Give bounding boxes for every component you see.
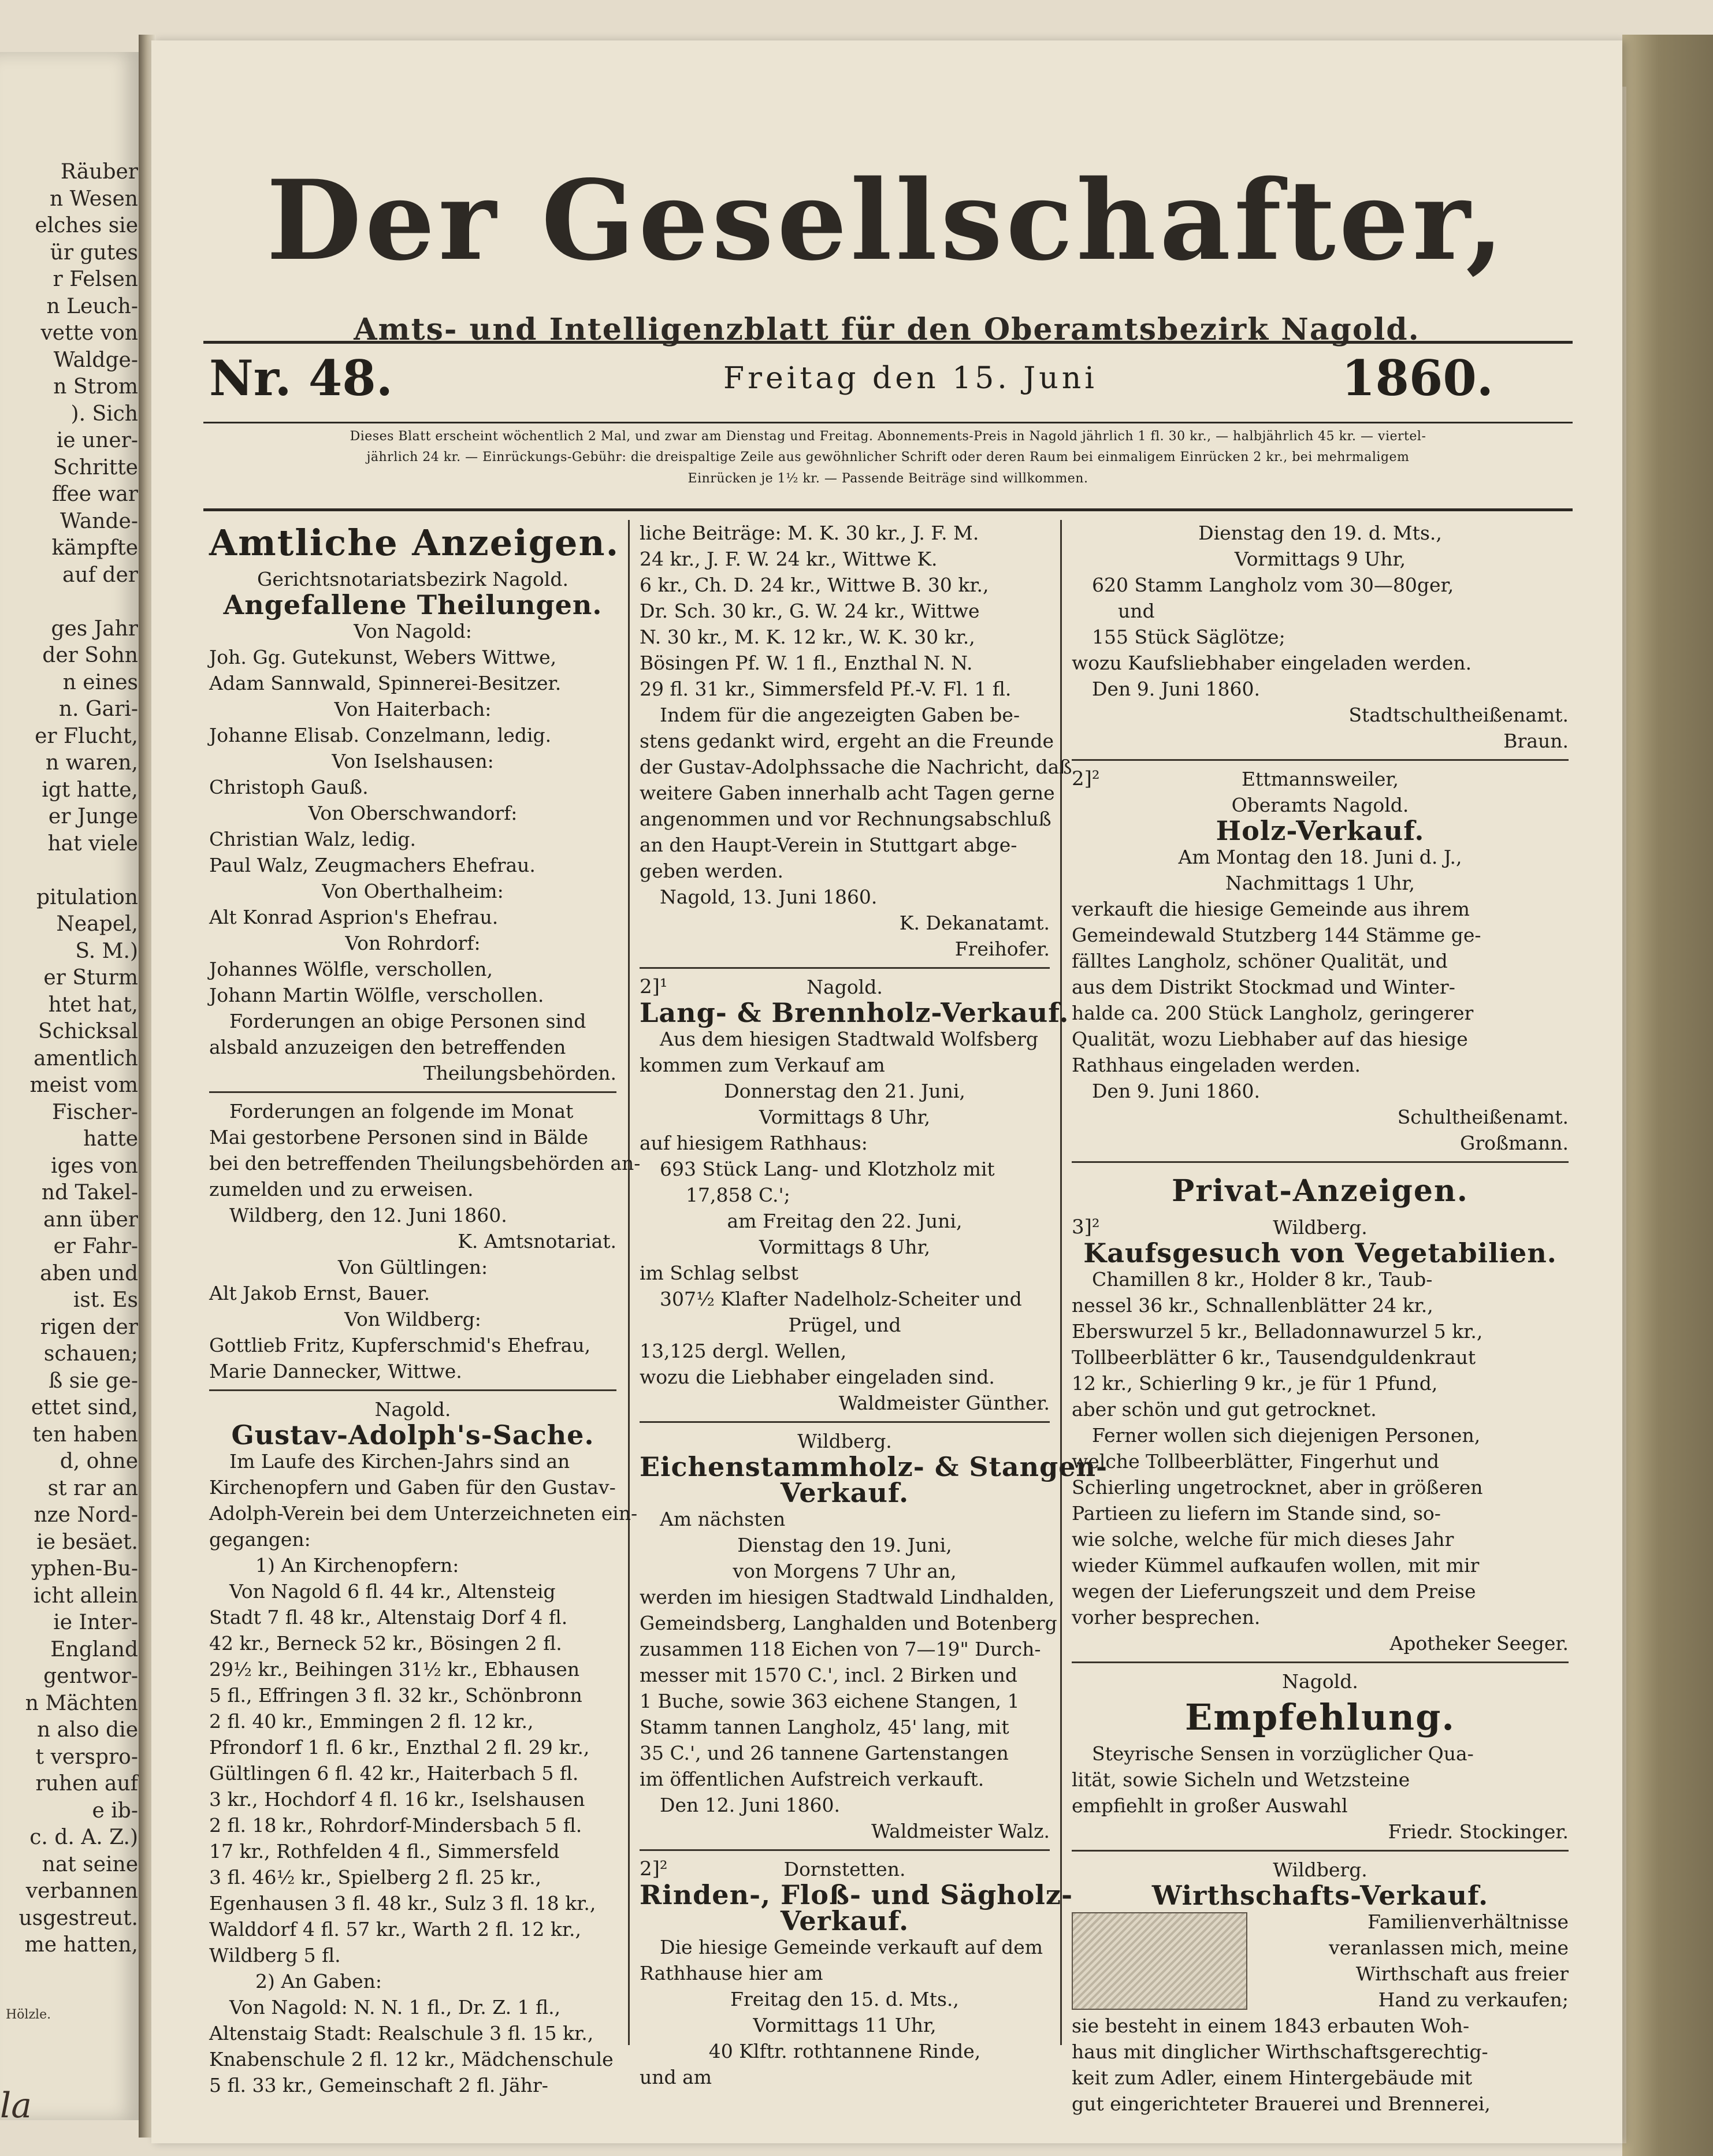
prev-page-line: icht allein <box>33 1583 138 1608</box>
newspaper-page <box>151 40 1622 2143</box>
col3-line: Gemeindewald Stutzberg 144 Stämme ge- <box>1072 924 1481 946</box>
prev-page-line: Neapel, <box>56 912 138 936</box>
col1-line: Von Oberschwandorf: <box>308 802 518 824</box>
col3-line: wozu Kaufsliebhaber eingeladen werden. <box>1072 652 1472 674</box>
col3-line: Familienverhältnisse <box>1368 1910 1569 1933</box>
col2-line: 29 fl. 31 kr., Simmersfeld Pf.-V. Fl. 1 fl. <box>640 678 1012 700</box>
prev-page-line: r Felsen <box>53 267 138 291</box>
prev-page-line: elches sie <box>35 214 138 237</box>
prev-page-line: ges Jahr <box>51 616 138 641</box>
info-line-3: Einrücken je 1½ kr. — Passende Beiträge sind willkommen. <box>688 471 1088 486</box>
col2-line: am Freitag den 22. Juni, <box>727 1210 963 1232</box>
col2-line: weitere Gaben innerhalb acht Tagen gerne <box>640 782 1055 804</box>
col1-line: Von Haiterbach: <box>334 698 492 720</box>
col1-line: Nagold. <box>374 1398 451 1421</box>
col3-line: verkauft die hiesige Gemeinde aus ihrem <box>1072 898 1470 920</box>
col3-line <box>1072 766 1569 792</box>
col2-line: Am nächsten <box>660 1508 786 1530</box>
prev-page-line: htet hat, <box>48 992 138 1017</box>
col1-line: alsbald anzuzeigen den betreffenden <box>209 1036 566 1058</box>
prev-page-line: amentlich <box>34 1046 138 1070</box>
header-rule-mid <box>203 422 1573 423</box>
col2-line: Dienstag den 19. Juni, <box>737 1534 952 1556</box>
col1-line: Walddorf 4 fl. 57 kr., Warth 2 fl. 12 kr., <box>209 1918 582 1941</box>
col2-line: liche Beiträge: M. K. 30 kr., J. F. M. <box>640 522 979 544</box>
col1-line: Stadt 7 fl. 48 kr., Altenstaig Dorf 4 fl. <box>209 1606 568 1629</box>
col1-line: Adolph-Verein bei dem Unterzeichneten ein- <box>209 1502 638 1525</box>
col2-subheading: Verkauf. <box>780 1905 909 1936</box>
prev-page-line: n Leuch- <box>46 294 138 318</box>
col2-line: Freihofer. <box>954 938 1050 960</box>
inn-advert-block <box>1072 1909 1569 2013</box>
col3-line: Schultheißenamt. <box>1397 1106 1569 1128</box>
col1-line: Von Nagold: N. N. 1 fl., Dr. Z. 1 fl., <box>229 1996 561 2019</box>
col2-line: 6 kr., Ch. D. 24 kr., Wittwe B. 30 kr., <box>640 574 989 596</box>
col3-line: Oberamts Nagold. <box>1231 794 1409 816</box>
col1-line: 3 kr., Hochdorf 4 fl. 16 kr., Iselshausen <box>209 1788 585 1811</box>
col1-line: Im Laufe des Kirchen-Jahrs sind an <box>229 1450 570 1473</box>
section-separator <box>1072 759 1569 761</box>
col1-line: Forderungen an obige Personen sind <box>229 1010 586 1032</box>
col3-line: Stadtschultheißenamt. <box>1348 704 1569 726</box>
col1-line: Marie Dannecker, Wittwe. <box>209 1360 462 1382</box>
prev-page-line: Fischer- <box>52 1100 138 1124</box>
prev-page-line: n Strom <box>53 375 138 399</box>
prev-page-line: gentwor- <box>43 1664 138 1688</box>
section-separator <box>640 967 1050 969</box>
prev-page-line: Schritte <box>53 455 138 479</box>
col1-line: 2 fl. 40 kr., Emmingen 2 fl. 12 kr., <box>209 1710 534 1733</box>
col2-line: 13,125 dergl. Wellen, <box>640 1340 847 1362</box>
col3-line: nessel 36 kr., Schnallenblätter 24 kr., <box>1072 1294 1433 1317</box>
col1-line: Von Oberthalheim: <box>322 880 504 902</box>
header-rule-bottom <box>203 508 1573 511</box>
col1-line: K. Amtsnotariat. <box>458 1230 616 1252</box>
prev-page-line: usgestreut. <box>18 1906 138 1930</box>
col3-line: empfiehlt in großer Auswahl <box>1072 1794 1348 1817</box>
prev-page-handwriting: la <box>0 2086 32 2126</box>
col3-line: Den 9. Juni 1860. <box>1092 678 1260 700</box>
col2-line: 693 Stück Lang- und Klotzholz mit <box>660 1158 995 1180</box>
col3-line: Nagold. <box>1282 1670 1358 1693</box>
header-rule-top <box>203 341 1573 344</box>
col1-subheading: Angefallene Theilungen. <box>223 589 603 620</box>
col3-line: veranlassen mich, meine <box>1329 1936 1569 1959</box>
col2-line: stens gedankt wird, ergeht an die Freunde <box>640 730 1054 752</box>
insertion-mark: 2]² <box>640 1857 668 1880</box>
col1-line: Pfrondorf 1 fl. 6 kr., Enzthal 2 fl. 29 kr., <box>209 1736 590 1759</box>
col3-line: Schierling ungetrocknet, aber in größeren <box>1072 1476 1483 1499</box>
col1-line: Wildberg 5 fl. <box>209 1944 341 1967</box>
col3-line: wieder Kümmel aufkaufen wollen, mit mir <box>1072 1554 1480 1577</box>
col2-line: K. Dekanatamt. <box>899 912 1050 934</box>
col2-subheading: Lang- & Brennholz-Verkauf. <box>640 997 1069 1028</box>
col3-line: Dienstag den 19. d. Mts., <box>1198 522 1442 544</box>
col3-line: 155 Stück Säglötze; <box>1092 626 1285 648</box>
col2-line: Prügel, und <box>788 1314 901 1336</box>
prev-page-line: kämpfte <box>51 536 138 560</box>
col1-line: 2) An Gaben: <box>255 1970 382 1993</box>
section-heading-private: Privat-Anzeigen. <box>1172 1173 1469 1209</box>
col1-line: Gültlingen 6 fl. 42 kr., Haiterbach 5 fl. <box>209 1762 579 1785</box>
prev-page-line: n waren, <box>45 751 138 775</box>
col1-line: Christian Walz, ledig. <box>209 828 417 850</box>
col2-line: 40 Klftr. rothtannene Rinde, <box>708 2040 981 2062</box>
prev-page-line: ten haben <box>32 1422 138 1447</box>
prev-page-line: hatte <box>83 1127 138 1151</box>
col2-line: kommen zum Verkauf am <box>640 1054 885 1076</box>
col1-line: Knabenschule 2 fl. 12 kr., Mädchenschule <box>209 2048 614 2070</box>
col3-line: Am Montag den 18. Juni d. J., <box>1178 846 1462 868</box>
col2-line: 24 kr., J. F. W. 24 kr., Wittwe K. <box>640 548 938 570</box>
col3-line: vorher besprechen. <box>1072 1606 1261 1629</box>
col1-line: Von Nagold: <box>354 620 472 642</box>
col2-line: Waldmeister Günther. <box>838 1392 1050 1414</box>
col3-line: Tollbeerblätter 6 kr., Tausendguldenkraut <box>1072 1346 1476 1369</box>
section-separator <box>209 1091 616 1093</box>
col1-line: Alt Konrad Asprion's Ehefrau. <box>209 906 499 928</box>
col2-line: im Schlag selbst <box>640 1262 798 1284</box>
col3-line: 620 Stamm Langholz vom 30—80ger, <box>1092 574 1454 596</box>
col1-line: Forderungen an folgende im Monat <box>229 1100 574 1122</box>
col3-line: lität, sowie Sicheln und Wetzsteine <box>1072 1768 1410 1791</box>
col2-line: N. 30 kr., M. K. 12 kr., W. K. 30 kr., <box>640 626 975 648</box>
col2-line: Bösingen Pf. W. 1 fl., Enzthal N. N. <box>640 652 973 674</box>
prev-page-line: ettet sind, <box>31 1396 138 1419</box>
prev-page-line: rigen der <box>40 1315 138 1339</box>
col3-line: sie besteht in einem 1843 erbauten Woh- <box>1072 2014 1470 2037</box>
col2-line: Vormittags 8 Uhr, <box>759 1106 931 1128</box>
col1-line: Von Nagold 6 fl. 44 kr., Altensteig <box>229 1580 556 1603</box>
column-1 <box>209 520 641 2098</box>
col2-line: 1 Buche, sowie 363 eichene Stangen, 1 <box>640 1690 1020 1712</box>
previous-page-fragment <box>0 52 142 2126</box>
section-separator <box>1072 1850 1569 1852</box>
col3-line: keit zum Adler, einem Hintergebäude mit <box>1072 2066 1473 2089</box>
info-line-1: Dieses Blatt erscheint wöchentlich 2 Mal, und zwar am Dienstag und Freitag. Abonnements-Preis in Nagold jährlich 1 fl. 30 kr., — halbjährlich 45 kr. — viertel- <box>350 429 1426 444</box>
prev-page-line: ann über <box>43 1207 138 1232</box>
col3-line: aber schön und gut getrocknet. <box>1072 1398 1377 1421</box>
col2-line: Vormittags 8 Uhr, <box>759 1236 931 1258</box>
col1-line: 2 fl. 18 kr., Rohrdorf-Mindersbach 5 fl. <box>209 1814 582 1837</box>
prev-page-line: Schicksal <box>38 1020 138 1043</box>
col1-line: Gottlieb Fritz, Kupferschmid's Ehefrau, <box>209 1334 591 1356</box>
col1-line: Joh. Gg. Gutekunst, Webers Wittwe, <box>209 646 557 668</box>
col3-line: Eberswurzel 5 kr., Belladonnawurzel 5 kr., <box>1072 1320 1483 1343</box>
col3-line <box>1072 1214 1569 1240</box>
prev-page-line: S. M.) <box>75 939 138 963</box>
prev-page-line: ffee war <box>51 482 138 506</box>
col2-line: Die hiesige Gemeinde verkauft auf dem <box>660 1936 1043 1958</box>
col3-line: gut eingerichteter Brauerei und Brennerei, <box>1072 2092 1491 2115</box>
prev-page-line: ie besäet. <box>36 1530 138 1554</box>
prev-page-line: ). Sich <box>70 402 138 426</box>
col2-line <box>640 974 1050 1000</box>
col3-line: Großmann. <box>1459 1132 1569 1154</box>
col3-place: Wildberg. <box>1273 1216 1368 1239</box>
col3-line: Braun. <box>1503 730 1569 752</box>
col3-line: Friedr. Stockinger. <box>1388 1820 1569 1843</box>
col1-line: Von Wildberg: <box>344 1308 481 1330</box>
prev-page-line: ist. Es <box>73 1288 138 1312</box>
prev-page-line: Waldge- <box>53 348 138 372</box>
prev-page-line: er Junge <box>48 805 138 828</box>
col1-line: Paul Walz, Zeugmachers Ehefrau. <box>209 854 536 876</box>
col1-line: 5 fl. 33 kr., Gemeinschaft 2 fl. Jähr- <box>209 2074 548 2096</box>
prev-page-line: er Sturm <box>43 966 138 990</box>
col3-line: Den 9. Juni 1860. <box>1092 1080 1260 1102</box>
insertion-mark: 3]² <box>1072 1215 1100 1239</box>
issue-date: Freitag den 15. Juni <box>723 361 1098 396</box>
col1-line: Von Gültlingen: <box>337 1256 488 1278</box>
col1-line: 5 fl., Effringen 3 fl. 32 kr., Schönbronn <box>209 1684 582 1707</box>
col2-line: 307½ Klafter Nadelholz-Scheiter und <box>660 1288 1022 1310</box>
col1-line: Johannes Wölfle, verschollen, <box>209 958 493 980</box>
col1-line: Von Iselshausen: <box>332 750 494 772</box>
prev-page-line: nze Nord- <box>34 1503 138 1527</box>
col3-line: Apotheker Seeger. <box>1389 1632 1569 1655</box>
prev-page-line: er Fahr- <box>53 1235 138 1258</box>
col3-line: Chamillen 8 kr., Holder 8 kr., Taub- <box>1092 1268 1433 1291</box>
col1-line: 3 fl. 46½ kr., Spielberg 2 fl. 25 kr., <box>209 1866 542 1889</box>
col2-line: 35 C.', und 26 tannene Gartenstangen <box>640 1742 1009 1764</box>
col2-line: Dr. Sch. 30 kr., G. W. 24 kr., Wittwe <box>640 600 980 622</box>
col2-line: auf hiesigem Rathhaus: <box>640 1132 868 1154</box>
col3-line: haus mit dinglicher Wirthschaftsgerechtig- <box>1072 2040 1488 2063</box>
section-heading-official: Amtliche Anzeigen. <box>209 522 620 564</box>
subscription-info <box>203 426 1573 489</box>
col3-line: und <box>1118 600 1155 622</box>
col2-line: 17,858 C.'; <box>686 1184 790 1206</box>
col2-line: Freitag den 15. d. Mts., <box>730 1988 959 2010</box>
insertion-mark: 2]² <box>1072 767 1100 790</box>
col1-line: bei den betreffenden Theilungsbehörden an- <box>209 1152 641 1174</box>
col2-line: Donnerstag den 21. Juni, <box>724 1080 965 1102</box>
prev-page-line: ie Inter- <box>53 1611 138 1634</box>
col2-line: Wildberg. <box>797 1430 892 1452</box>
binding-board <box>1622 35 1713 2156</box>
col2-line: Aus dem hiesigen Stadtwald Wolfsberg <box>660 1028 1038 1050</box>
col2-place: Dornstetten. <box>783 1858 906 1880</box>
col2-line: Nagold, 13. Juni 1860. <box>660 886 878 908</box>
col2-line: und am <box>640 2066 712 2088</box>
column-divider-1 <box>628 520 630 2045</box>
section-separator <box>640 1421 1050 1423</box>
col1-line: Egenhausen 3 fl. 48 kr., Sulz 3 fl. 18 kr., <box>209 1892 596 1915</box>
col3-subheading: Wirthschafts-Verkauf. <box>1151 1880 1489 1911</box>
col3-line: Nachmittags 1 Uhr, <box>1225 872 1415 894</box>
col1-line: Christoph Gauß. <box>209 776 369 798</box>
col3-line: Hand zu verkaufen; <box>1378 1988 1569 2011</box>
section-separator <box>640 1849 1050 1851</box>
insertion-mark: 2]¹ <box>640 975 668 998</box>
prev-page-line: England <box>50 1637 138 1661</box>
prev-page-line: e ib- <box>92 1798 138 1823</box>
col3-line: Steyrische Sensen in vorzüglicher Qua- <box>1092 1742 1474 1765</box>
col3-line: welche Tollbeerblätter, Fingerhut und <box>1072 1450 1440 1473</box>
col1-line: Mai gestorbene Personen sind in Bälde <box>209 1126 589 1148</box>
col3-line: 12 kr., Schierling 9 kr., je für 1 Pfund, <box>1072 1372 1438 1395</box>
prev-page-line: nd Takel- <box>41 1181 138 1205</box>
prev-page-line: meist vom <box>29 1073 138 1097</box>
col1-line: 1) An Kirchenopfern: <box>255 1554 459 1577</box>
prev-page-line: me hatten, <box>24 1933 138 1957</box>
prev-page-line: nat seine <box>42 1852 138 1876</box>
col1-line: 42 kr., Berneck 52 kr., Bösingen 2 fl. <box>209 1632 562 1655</box>
col1-line: gegangen: <box>209 1528 311 1551</box>
col2-line: Waldmeister Walz. <box>871 1820 1050 1842</box>
col3-subheading: Kaufsgesuch von Vegetabilien. <box>1083 1237 1557 1269</box>
col2-line: der Gustav-Adolphssache die Nachricht, daß <box>640 756 1072 778</box>
col1-line: Johann Martin Wölfle, verschollen. <box>209 984 544 1006</box>
prev-page-line: ß sie ge- <box>49 1369 138 1393</box>
prev-page-line: st rar an <box>47 1476 138 1500</box>
prev-page-line: ruhen auf <box>35 1772 138 1796</box>
inn-advert-text <box>1257 1909 1569 2013</box>
col2-line: im öffentlichen Aufstreich verkauft. <box>640 1768 984 1790</box>
column-divider-2 <box>1060 520 1062 2045</box>
col2-subheading: Eichenstammholz- & Stangen- <box>640 1451 1108 1482</box>
prev-page-line: c. d. A. Z.) <box>29 1826 138 1849</box>
col1-line: Adam Sannwald, Spinnerei-Besitzer. <box>209 672 562 694</box>
inn-vignette <box>1072 1912 1247 2010</box>
prev-page-line: n Mächten <box>25 1691 138 1715</box>
prev-page-line: vette von <box>40 321 138 345</box>
col2-line: zusammen 118 Eichen von 7—19" Durch- <box>640 1638 1041 1660</box>
prev-page-line: aben und <box>40 1261 138 1285</box>
col2-line <box>640 1856 1050 1882</box>
prev-page-line: n. Gari- <box>58 697 138 721</box>
col2-line: werden im hiesigen Stadtwald Lindhalden, <box>640 1586 1055 1608</box>
col2-line: geben werden. <box>640 860 783 882</box>
col1-line: Johanne Elisab. Conzelmann, ledig. <box>209 724 552 746</box>
prev-page-line: n eines <box>62 670 138 694</box>
col3-line: aus dem Distrikt Stockmad und Winter- <box>1072 976 1455 998</box>
col2-line: Vormittags 11 Uhr, <box>753 2014 937 2036</box>
col2-line: von Morgens 7 Uhr an, <box>733 1560 957 1582</box>
col3-line: wie solche, welche für mich dieses Jahr <box>1072 1528 1454 1551</box>
prev-page-line: pitulation <box>36 885 138 909</box>
col2-line: Den 12. Juni 1860. <box>660 1794 840 1816</box>
prev-page-line: Räuber <box>60 160 138 184</box>
col1-line: 17 kr., Rothfelden 4 fl., Simmersfeld <box>209 1840 560 1863</box>
prev-page-line: n also die <box>36 1718 138 1742</box>
col2-line: an den Haupt-Verein in Stuttgart abge- <box>640 834 1017 856</box>
prev-page-line: Wande- <box>60 509 138 533</box>
col1-line: zumelden und zu erweisen. <box>209 1178 474 1200</box>
info-line-2: jährlich 24 kr. — Einrückungs-Gebühr: die dreispaltige Zeile aus gewöhnlicher Schrift oder deren Raum bei einmaligem Einrücken 2 kr., bei mehrmaligem <box>366 450 1410 465</box>
col2-line: Indem für die angezeigten Gaben be- <box>660 704 1020 726</box>
col2-line: angenommen und vor Rechnungsabschluß <box>640 808 1051 830</box>
col3-place: Ettmannsweiler, <box>1241 768 1399 790</box>
col3-line: Wildberg. <box>1273 1858 1368 1881</box>
col3-line: Vormittags 9 Uhr, <box>1234 548 1406 570</box>
prev-page-line: iges von <box>51 1154 138 1178</box>
col2-line: Stamm tannen Langholz, 45' lang, mit <box>640 1716 1009 1738</box>
col1-line: Kirchenopfern und Gaben für den Gustav- <box>209 1476 616 1499</box>
prev-page-line: d, ohne <box>60 1449 138 1473</box>
col3-line: Wirthschaft aus freier <box>1355 1962 1569 1985</box>
col3-line: Ferner wollen sich diejenigen Personen, <box>1092 1424 1481 1447</box>
col1-subheading: Gustav-Adolph's-Sache. <box>231 1419 594 1451</box>
prev-page-line: hat viele <box>47 831 138 856</box>
col3-subheading: Empfehlung. <box>1184 1696 1456 1738</box>
prev-page-line: ür gutes <box>50 240 138 265</box>
col2-line: Gemeindsberg, Langhalden und Botenberg <box>640 1612 1057 1634</box>
col1-line: Gerichtsnotariatsbezirk Nagold. <box>257 568 568 590</box>
masthead-title: Der Gesellschafter, <box>266 156 1507 285</box>
prev-page-line: igt hatte, <box>42 778 138 802</box>
issue-year: 1860. <box>1342 350 1494 407</box>
col2-subheading: Rinden-, Floß- und Sägholz- <box>640 1879 1073 1910</box>
prev-page-line: t verspro- <box>35 1745 138 1769</box>
prev-page-line: der Sohn <box>42 644 138 667</box>
col3-line: fälltes Langholz, schöner Qualität, und <box>1072 950 1448 972</box>
section-separator <box>1072 1661 1569 1663</box>
col1-line: Wildberg, den 12. Juni 1860. <box>229 1204 507 1226</box>
col2-place: Nagold. <box>807 976 883 998</box>
col1-line: Von Rohrdorf: <box>345 932 481 954</box>
col2-line: wozu die Liebhaber eingeladen sind. <box>640 1366 995 1388</box>
prev-page-line: auf der <box>62 563 138 587</box>
section-separator <box>1072 1161 1569 1163</box>
col3-subheading: Holz-Verkauf. <box>1216 815 1425 846</box>
col1-line: Altenstaig Stadt: Realschule 3 fl. 15 kr., <box>209 2022 594 2045</box>
prev-page-line: n Wesen <box>50 187 138 211</box>
masthead-subtitle: Amts- und Intelligenzblatt für den Oberamtsbezirk Nagold. <box>354 312 1420 347</box>
prev-page-line: ie uner- <box>56 429 138 452</box>
prev-page-footer: Hölzle. <box>6 2008 51 2022</box>
prev-page-line: verbannen <box>25 1879 138 1903</box>
col3-line: Rathhaus eingeladen werden. <box>1072 1054 1361 1076</box>
issue-number: Nr. 48. <box>209 350 393 407</box>
prev-page-line: schauen; <box>43 1342 138 1366</box>
prev-page-line: er Flucht, <box>35 724 138 748</box>
col3-line: Qualität, wozu Liebhaber auf das hiesige <box>1072 1028 1468 1050</box>
section-separator <box>209 1389 616 1391</box>
col1-line: 29½ kr., Beihingen 31½ kr., Ebhausen <box>209 1658 580 1681</box>
column-3 <box>1072 520 1569 2117</box>
col2-subheading: Verkauf. <box>780 1477 909 1508</box>
col2-line: Rathhause hier am <box>640 1962 823 1984</box>
col3-line: wegen der Lieferungszeit und dem Preise <box>1072 1580 1476 1603</box>
col3-line: Partieen zu liefern im Stande sind, so- <box>1072 1502 1441 1525</box>
col1-line: Alt Jakob Ernst, Bauer. <box>209 1282 430 1304</box>
col1-line: Theilungsbehörden. <box>423 1062 616 1084</box>
prev-page-line: yphen-Bu- <box>31 1557 138 1581</box>
col3-line: halde ca. 200 Stück Langholz, geringerer <box>1072 1002 1474 1024</box>
col2-line: messer mit 1570 C.', incl. 2 Birken und <box>640 1664 1017 1686</box>
